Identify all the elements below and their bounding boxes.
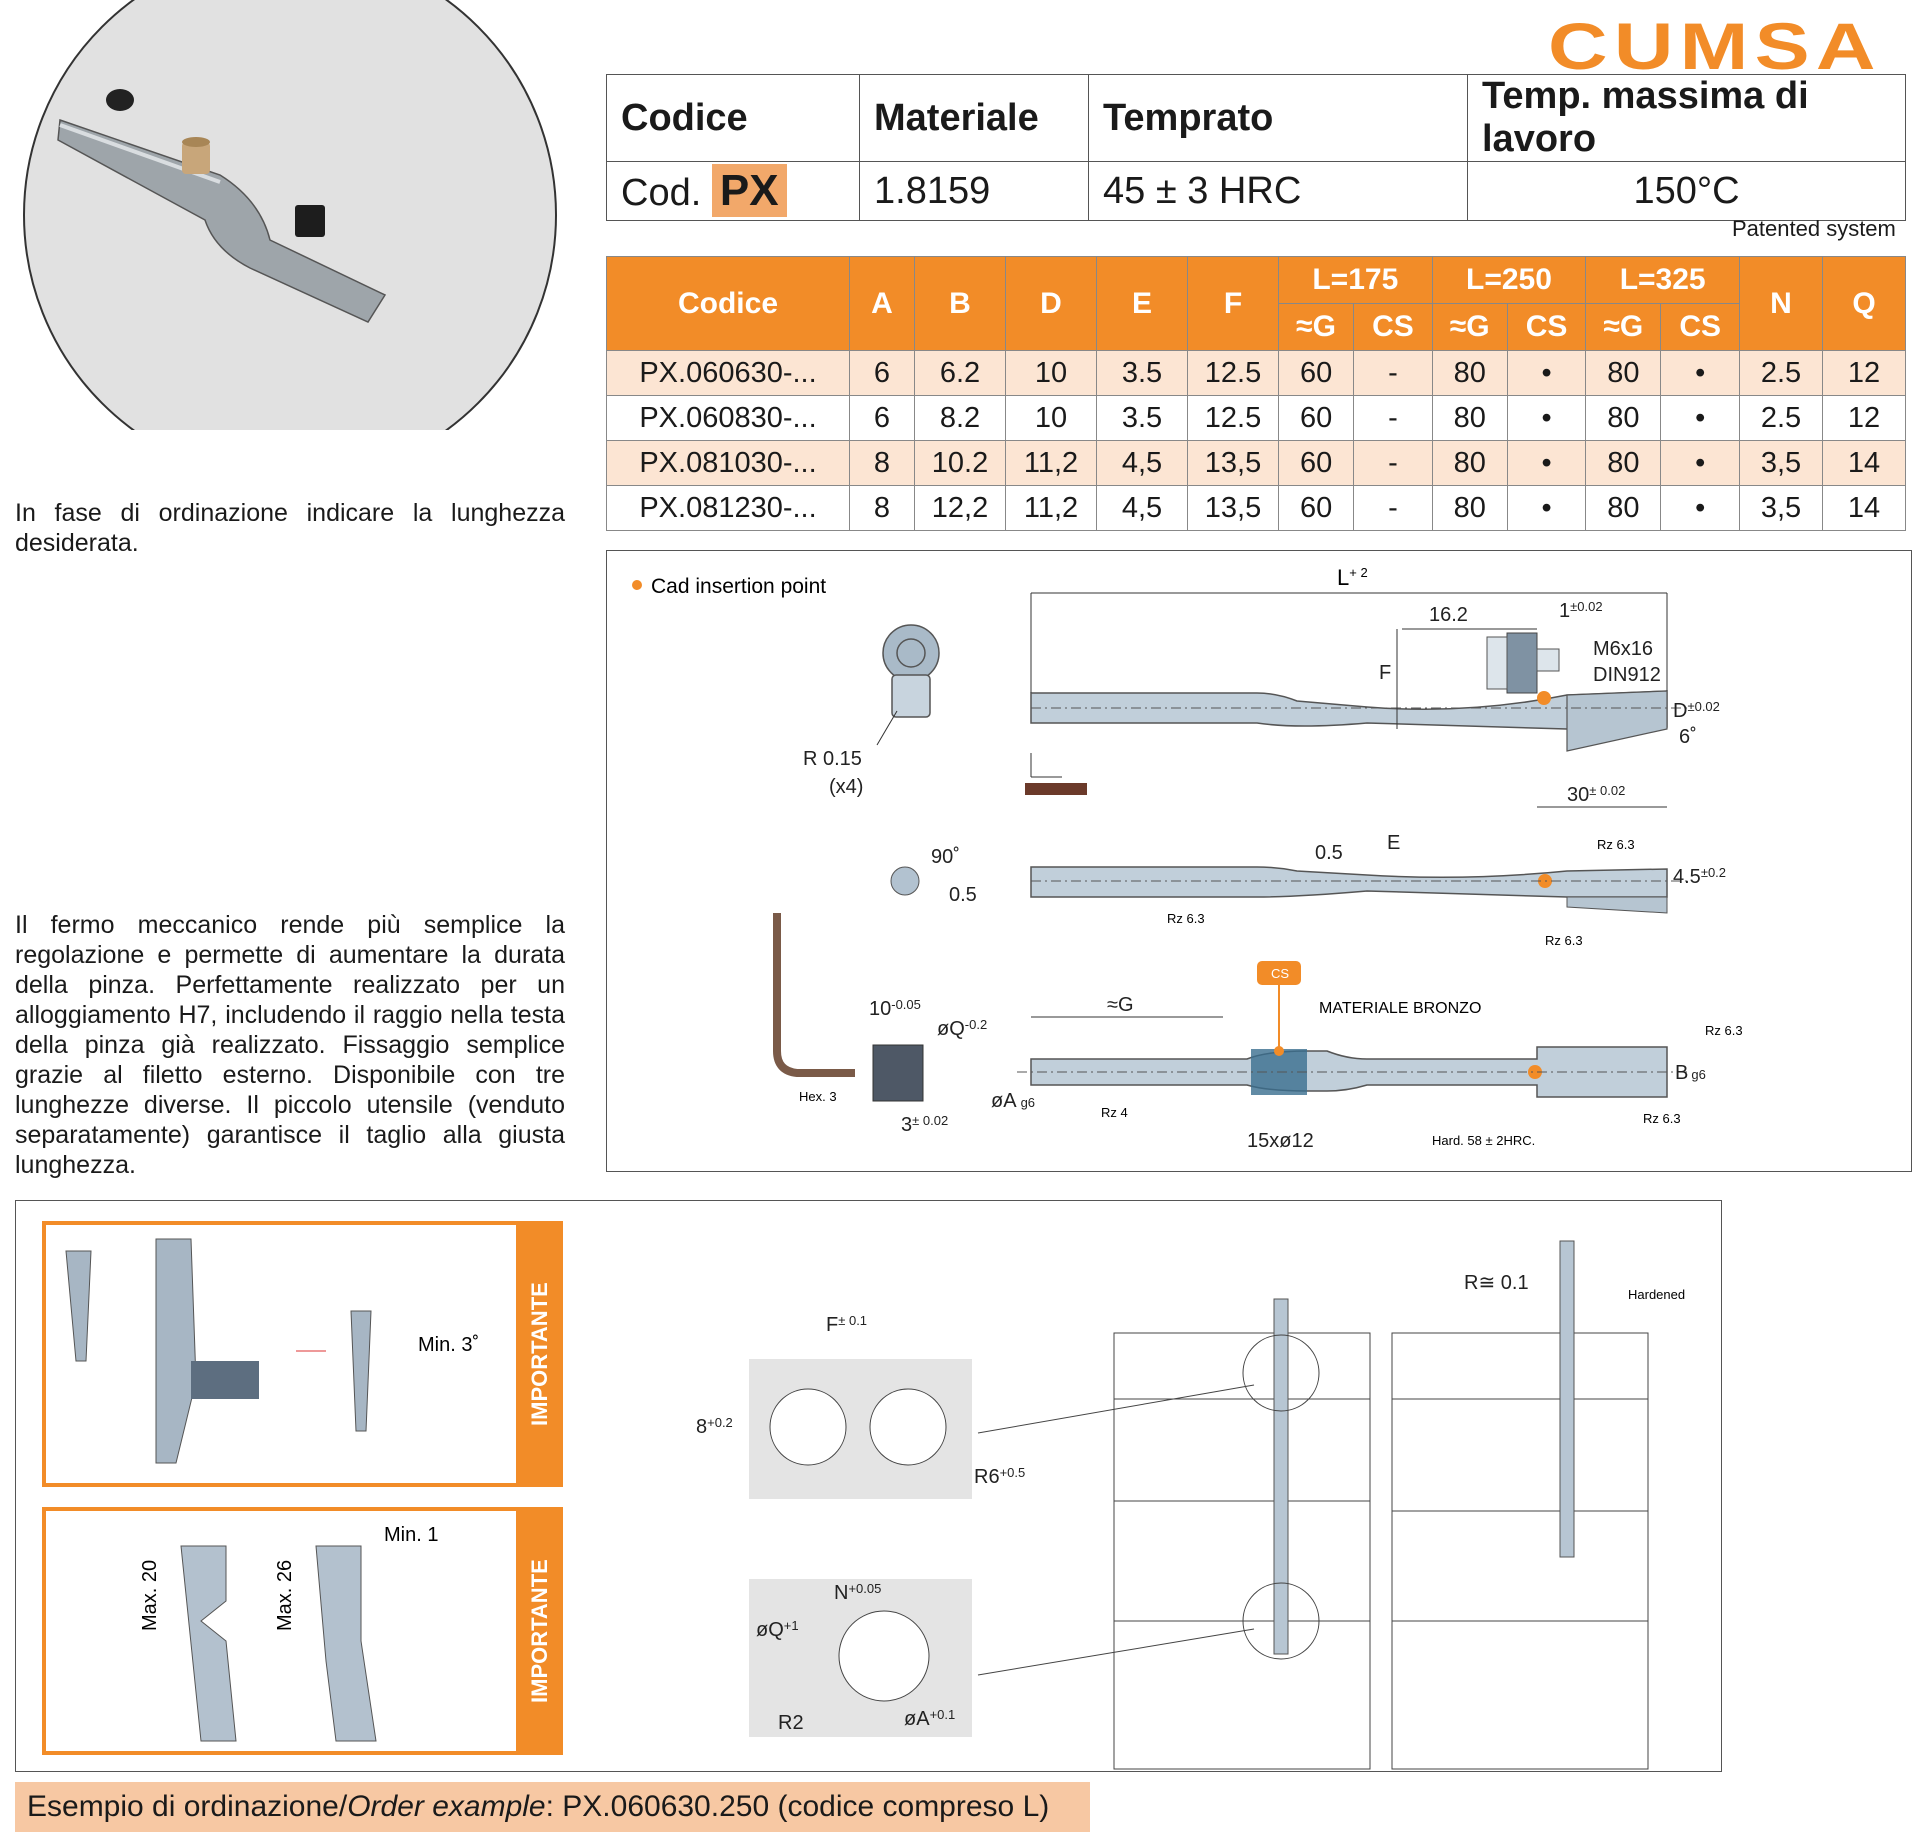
cumsa-logo: CUMSA bbox=[1548, 9, 1882, 83]
patented-note: Patented system bbox=[1732, 216, 1896, 241]
table-cell: • bbox=[1507, 351, 1585, 396]
dimensions-table bbox=[606, 256, 1906, 531]
application-box bbox=[15, 1200, 1722, 1772]
table-cell: 10 bbox=[1006, 351, 1097, 396]
importante-2: IMPORTANTE bbox=[527, 1559, 552, 1703]
b8-label: $8^{+0.2}$ bbox=[696, 1415, 733, 1438]
dim-header-a: A bbox=[850, 257, 915, 351]
spec-codice bbox=[607, 162, 860, 221]
rz63-b1: Rz 6.3 bbox=[1705, 1023, 1743, 1038]
table-cell: 12,2 bbox=[915, 486, 1006, 531]
dim-header-cs: CS bbox=[1507, 304, 1585, 351]
dim-header-e: E bbox=[1097, 257, 1188, 351]
table-cell: - bbox=[1354, 486, 1432, 531]
dim-header-codice: Codice bbox=[607, 257, 850, 351]
x4-label: (x4) bbox=[829, 776, 864, 798]
order-it: Esempio di ordinazione/ bbox=[27, 1790, 348, 1823]
table-cell: 60 bbox=[1279, 351, 1354, 396]
d05b-label: 0.5 bbox=[1315, 842, 1343, 864]
table-cell: 60 bbox=[1279, 486, 1354, 531]
rz63-left: Rz 6.3 bbox=[1167, 911, 1205, 926]
d1-label: $1^{\pm 0.02}$ bbox=[1559, 599, 1603, 622]
table-cell: 13,5 bbox=[1188, 441, 1279, 486]
order-example bbox=[15, 1782, 1090, 1832]
table-cell: 8 bbox=[850, 486, 915, 531]
f-label: F bbox=[1379, 662, 1392, 684]
r015-label: R 0.15 bbox=[803, 748, 862, 770]
d-label: $D^{\pm 0.02}$ bbox=[1673, 699, 1720, 722]
table-row bbox=[607, 441, 1906, 486]
rz4-label: Rz 4 bbox=[1101, 1105, 1128, 1120]
table-cell: PX.081230-... bbox=[607, 486, 850, 531]
br6-label: $R6^{+0.5}$ bbox=[974, 1465, 1026, 1488]
rz63-right: Rz 6.3 bbox=[1545, 933, 1583, 948]
table-cell: • bbox=[1661, 351, 1740, 396]
importante-1: IMPORTANTE bbox=[527, 1282, 552, 1426]
table-cell: - bbox=[1354, 441, 1432, 486]
table-cell: 11,2 bbox=[1006, 441, 1097, 486]
d30-label: $30^{\pm 0.02}$ bbox=[1567, 783, 1626, 806]
table-cell: 80 bbox=[1432, 351, 1507, 396]
table-cell: 12.5 bbox=[1188, 396, 1279, 441]
table-row bbox=[607, 396, 1906, 441]
q-label: $øQ^{-0.2}$ bbox=[937, 1017, 988, 1040]
spec-temprato: 45 ± 3 HRC bbox=[1089, 162, 1468, 221]
table-cell: 10.2 bbox=[915, 441, 1006, 486]
table-cell: PX.060630-... bbox=[607, 351, 850, 396]
table-cell: 12 bbox=[1823, 396, 1906, 441]
d10-label: $10^{-0.05}$ bbox=[869, 997, 921, 1020]
spec-header-temprato: Temprato bbox=[1089, 75, 1468, 162]
table-cell: 8.2 bbox=[915, 396, 1006, 441]
dim-header-b: B bbox=[915, 257, 1006, 351]
cod-px: PX bbox=[712, 164, 787, 217]
table-cell: 80 bbox=[1586, 441, 1661, 486]
table-cell: • bbox=[1507, 441, 1585, 486]
d45-label: $4.5^{\pm 0.2}$ bbox=[1673, 865, 1727, 888]
table-cell: 10 bbox=[1006, 396, 1097, 441]
max26-label: Max. 26 bbox=[274, 1559, 296, 1631]
table-cell: PX.060830-... bbox=[607, 396, 850, 441]
dim-header-f: F bbox=[1188, 257, 1279, 351]
dim-header-l325: L=325 bbox=[1586, 257, 1740, 304]
angle6-label: 6˚ bbox=[1679, 726, 1697, 748]
cod-prefix: Cod. bbox=[621, 172, 702, 214]
table-cell: 2.5 bbox=[1740, 396, 1823, 441]
table-cell: 80 bbox=[1586, 396, 1661, 441]
d3-label: $3^{\pm 0.02}$ bbox=[901, 1113, 949, 1136]
order-en: Order example bbox=[347, 1790, 546, 1823]
table-cell: 3,5 bbox=[1740, 441, 1823, 486]
d05-label: 0.5 bbox=[949, 884, 977, 906]
dim-header-g: ≈G bbox=[1432, 304, 1507, 351]
ordering-note: In fase di ordinazione indicare la lunghezza desiderata. bbox=[15, 499, 565, 557]
table-cell: 80 bbox=[1432, 396, 1507, 441]
table-cell: PX.081030-... bbox=[607, 441, 850, 486]
min1-label: Min. 1 bbox=[384, 1524, 439, 1546]
table-cell: 12.5 bbox=[1188, 351, 1279, 396]
screw1-label: M6x16 bbox=[1593, 638, 1654, 660]
a-label: øA g6 bbox=[991, 1090, 1036, 1112]
table-cell: 6.2 bbox=[915, 351, 1006, 396]
spec-temp: 150°C bbox=[1468, 162, 1906, 221]
d15x12-label: 15xø12 bbox=[1247, 1130, 1314, 1152]
table-cell: 60 bbox=[1279, 396, 1354, 441]
rz63-b2: Rz 6.3 bbox=[1643, 1111, 1681, 1126]
bronze-label: MATERIALE BRONZO bbox=[1319, 1000, 1482, 1017]
description-text: Il fermo meccanico rende più semplice la regolazione e permette di aumentare la durata della pinza. Perfettamente realizzato per un alloggiamento H7, includendo il raggio nella testa della pinza già realizzato. Fissaggio semplice grazie al filetto esterno. Disponibile con tre lunghezze diverse. Il piccolo utensile (venduto separatamente) garantisce il taglio alla giusta lunghezza. bbox=[15, 911, 565, 1179]
table-cell: • bbox=[1507, 396, 1585, 441]
br2-label: R2 bbox=[778, 1712, 804, 1734]
product-photo bbox=[10, 0, 570, 430]
table-cell: • bbox=[1661, 396, 1740, 441]
max20-label: Max. 20 bbox=[139, 1559, 161, 1631]
dim-header-n: N bbox=[1740, 257, 1823, 351]
dim-header-l250: L=250 bbox=[1432, 257, 1586, 304]
table-cell: 80 bbox=[1586, 351, 1661, 396]
technical-drawing-box bbox=[606, 550, 1912, 1172]
e-label: E bbox=[1387, 832, 1401, 854]
technical-drawing bbox=[607, 551, 1911, 1171]
table-cell: 2.5 bbox=[1740, 351, 1823, 396]
angle90-label: 90˚ bbox=[931, 846, 960, 868]
table-cell: • bbox=[1507, 486, 1585, 531]
bq-label: $øQ^{+1}$ bbox=[756, 1618, 799, 1641]
table-cell: • bbox=[1661, 441, 1740, 486]
table-cell: 80 bbox=[1432, 441, 1507, 486]
l-label: $L^{+ 2}$ bbox=[1337, 565, 1368, 590]
bf-label: $F^{\pm 0.1}$ bbox=[826, 1313, 868, 1336]
application-drawing bbox=[16, 1201, 1721, 1771]
g-label: ≈G bbox=[1107, 994, 1134, 1016]
table-cell: 6 bbox=[850, 396, 915, 441]
spec-header-temp: Temp. massima di lavoro bbox=[1468, 75, 1906, 162]
table-cell: 14 bbox=[1823, 441, 1906, 486]
table-cell: 11,2 bbox=[1006, 486, 1097, 531]
dim-header-q: Q bbox=[1823, 257, 1906, 351]
table-cell: 80 bbox=[1432, 486, 1507, 531]
table-cell: - bbox=[1354, 351, 1432, 396]
table-cell: 3.5 bbox=[1097, 351, 1188, 396]
dim-header-g: ≈G bbox=[1586, 304, 1661, 351]
table-row bbox=[607, 486, 1906, 531]
b-label: Bg6 bbox=[1675, 1062, 1706, 1084]
table-cell: 60 bbox=[1279, 441, 1354, 486]
table-cell: - bbox=[1354, 396, 1432, 441]
br01-label: R≅ 0.1 bbox=[1464, 1272, 1529, 1294]
screw2-label: DIN912 bbox=[1593, 664, 1661, 686]
table-cell: 4,5 bbox=[1097, 486, 1188, 531]
order-code: : PX.060630.250 (codice compreso L) bbox=[545, 1790, 1050, 1823]
hardened-label: Hardened bbox=[1628, 1287, 1686, 1302]
hex-label: Hex. 3 bbox=[799, 1089, 837, 1104]
dim-header-cs: CS bbox=[1661, 304, 1740, 351]
table-cell: • bbox=[1661, 486, 1740, 531]
bn-label: $N^{+0.05}$ bbox=[834, 1581, 882, 1604]
cad-point-label: Cad insertion point bbox=[651, 575, 827, 598]
hard-label: Hard. 58 ± 2HRC. bbox=[1432, 1133, 1536, 1148]
spec-table bbox=[606, 74, 1906, 221]
spec-header-materiale: Materiale bbox=[860, 75, 1089, 162]
rz63-top: Rz 6.3 bbox=[1597, 837, 1635, 852]
cs-badge: CS bbox=[1271, 966, 1290, 981]
spec-materiale: 1.8159 bbox=[860, 162, 1089, 221]
table-cell: 12 bbox=[1823, 351, 1906, 396]
table-cell: 80 bbox=[1586, 486, 1661, 531]
table-cell: 13,5 bbox=[1188, 486, 1279, 531]
table-cell: 4,5 bbox=[1097, 441, 1188, 486]
min3-label: Min. 3˚ bbox=[418, 1334, 480, 1356]
table-cell: 3,5 bbox=[1740, 486, 1823, 531]
table-cell: 8 bbox=[850, 441, 915, 486]
ba-label: $øA^{+0.1}$ bbox=[904, 1707, 956, 1730]
dim-header-l175: L=175 bbox=[1279, 257, 1433, 304]
dim-header-d: D bbox=[1006, 257, 1097, 351]
table-cell: 3.5 bbox=[1097, 396, 1188, 441]
spec-header-codice: Codice bbox=[607, 75, 860, 162]
d16-label: 16.2 bbox=[1429, 604, 1468, 626]
table-cell: 14 bbox=[1823, 486, 1906, 531]
dim-header-g: ≈G bbox=[1279, 304, 1354, 351]
table-row bbox=[607, 351, 1906, 396]
dim-header-cs: CS bbox=[1354, 304, 1432, 351]
table-cell: 6 bbox=[850, 351, 915, 396]
